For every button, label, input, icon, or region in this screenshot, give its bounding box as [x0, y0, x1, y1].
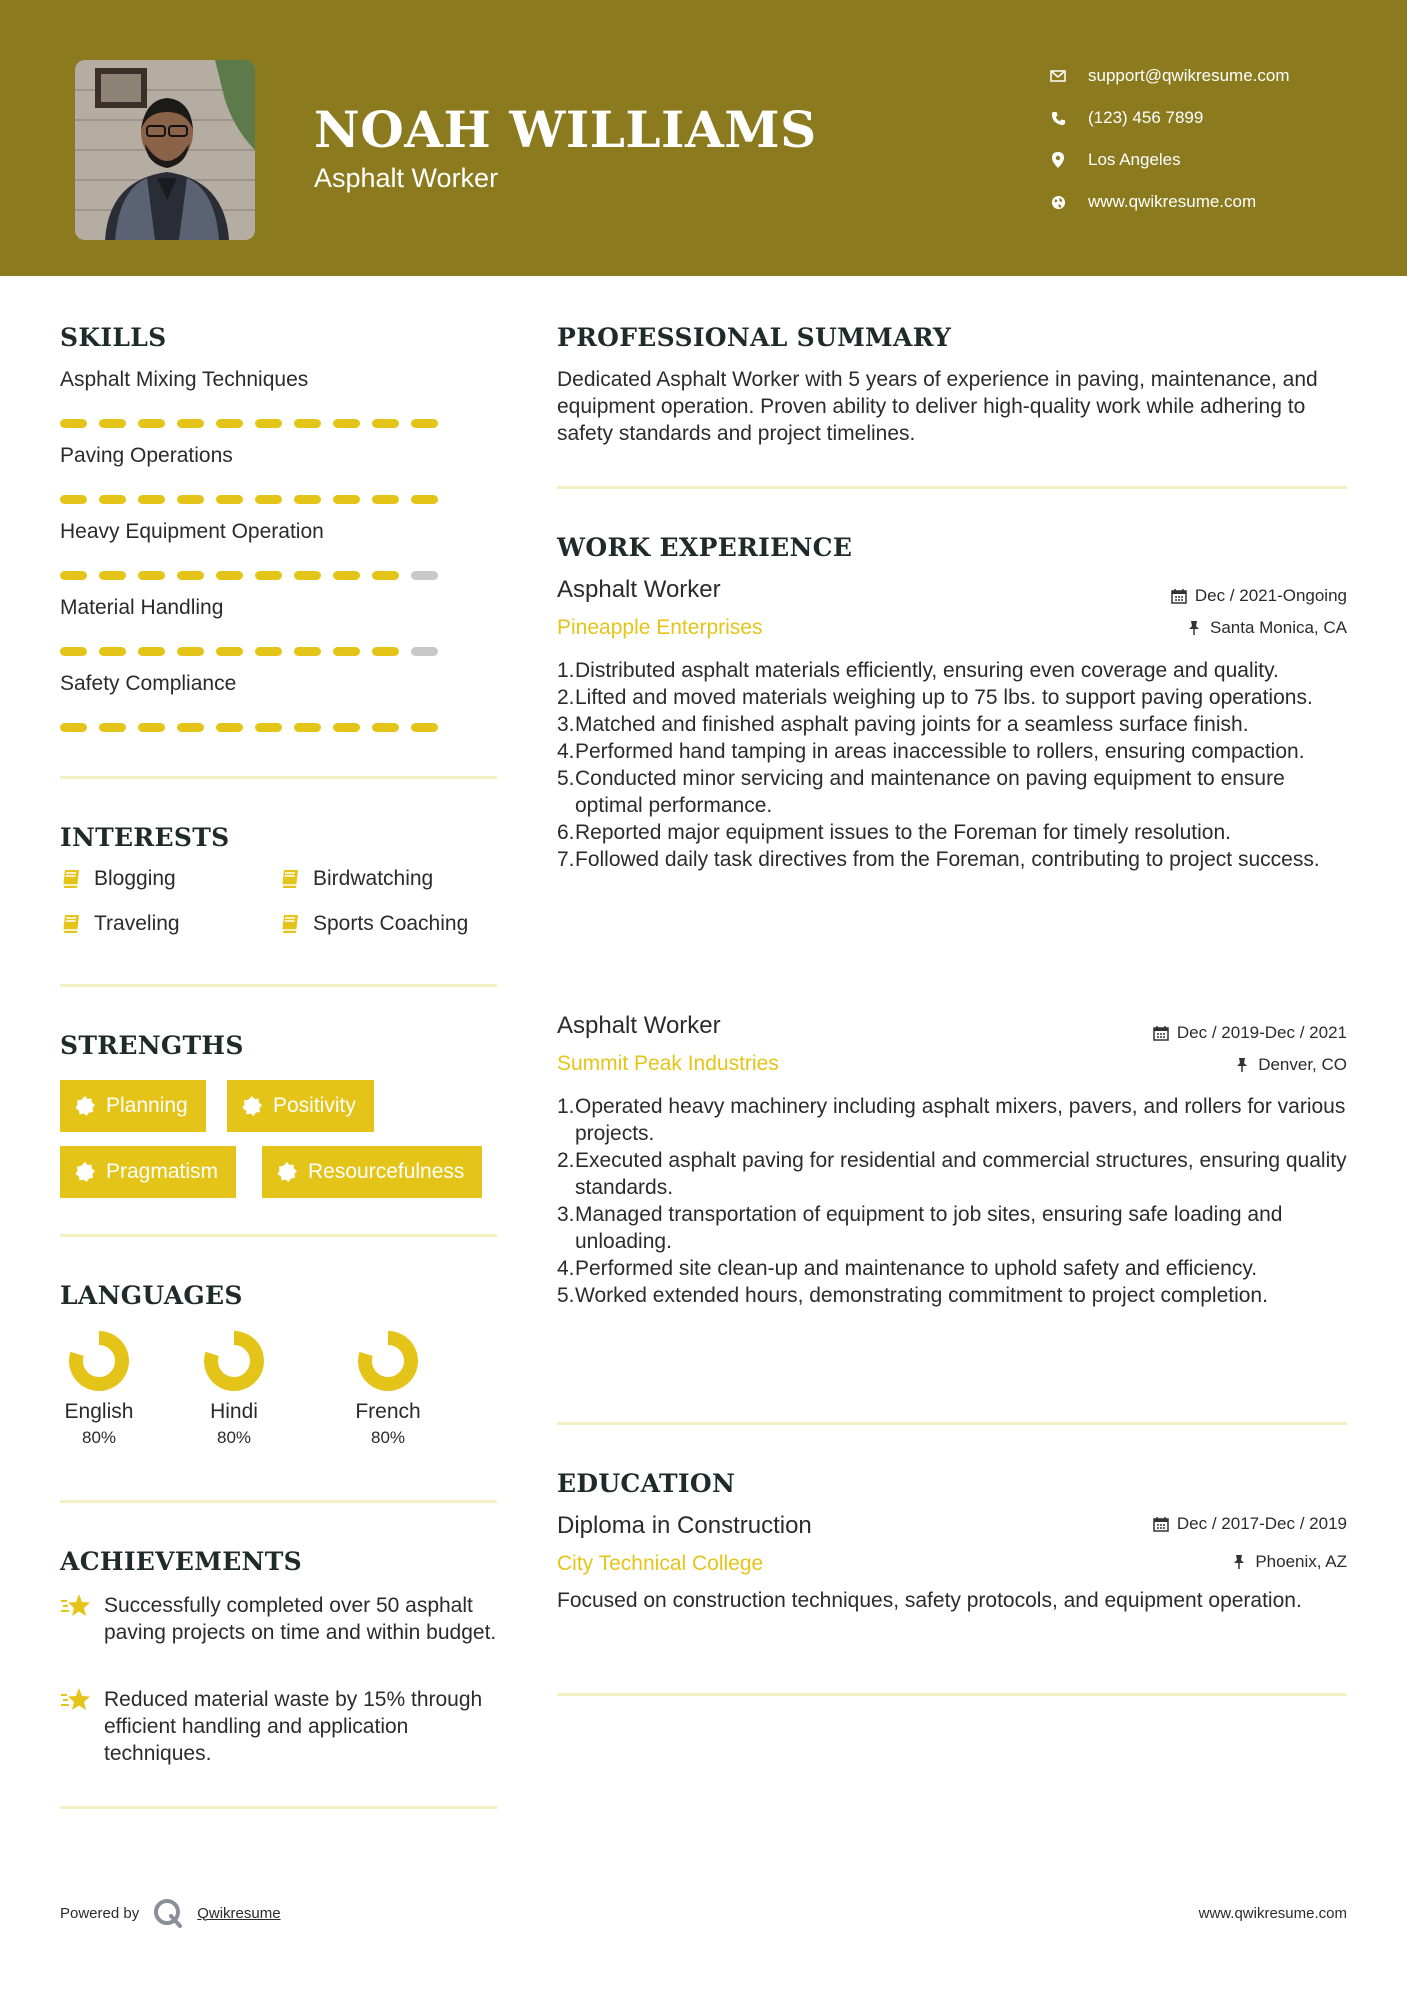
strength-label: Pragmatism — [106, 1160, 219, 1183]
job-date — [1153, 1023, 1347, 1043]
contact-location — [1048, 139, 1290, 181]
interest-label: Traveling — [94, 912, 180, 935]
skill-dot — [255, 723, 282, 732]
candidate-name: NOAH WILLIAMS — [314, 100, 817, 159]
strength-label: Resourcefulness — [308, 1160, 465, 1183]
pushpin-icon — [1234, 1057, 1250, 1073]
degree-title: Diploma in Construction — [557, 1512, 812, 1539]
job-bullet: 1. Operated heavy machinery including asphalt mixers, pavers, and rollers for various projects. — [557, 1095, 1346, 1145]
experience-heading: WORK EXPERIENCE — [557, 533, 853, 562]
footer-powered-by — [60, 1896, 281, 1930]
skill-dot — [177, 495, 204, 504]
qwikresume-link[interactable]: Qwikresume — [197, 1904, 281, 1922]
skill-dot — [255, 647, 282, 656]
phone-icon — [1048, 108, 1068, 128]
skill-dot — [60, 419, 87, 428]
job-bullet: 6. Reported major equipment issues to the Foreman for timely resolution. — [557, 821, 1231, 844]
achievement-item — [60, 1686, 500, 1767]
skill-dot — [333, 419, 360, 428]
education-location — [1231, 1552, 1347, 1572]
qwikresume-logo-icon — [151, 1896, 185, 1930]
job-bullet: 5. Conducted minor servicing and maintenance on paving equipment to ensure optimal performance. — [557, 767, 1285, 817]
job-location-text: Denver, CO — [1258, 1055, 1347, 1074]
interest-label: Blogging — [94, 867, 176, 890]
skill-dot — [177, 647, 204, 656]
skill-dot — [60, 571, 87, 580]
star-icon — [60, 1686, 92, 1714]
skill-dot — [411, 419, 438, 428]
skill-rating — [60, 647, 440, 656]
section-divider — [60, 776, 497, 779]
pushpin-icon — [1231, 1554, 1247, 1570]
contact-website[interactable] — [1048, 181, 1290, 223]
job-location — [1186, 618, 1347, 638]
language-percent: 80% — [370, 1428, 406, 1447]
job-bullet: 3. Matched and finished asphalt paving joints for a seamless surface finish. — [557, 713, 1249, 736]
job-date — [1171, 586, 1347, 606]
skill-dot — [99, 495, 126, 504]
section-divider — [557, 1693, 1347, 1696]
skill-name: Paving Operations — [60, 444, 233, 467]
languages-heading: LANGUAGES — [60, 1281, 243, 1310]
skill-dot — [294, 495, 321, 504]
skill-dot — [216, 495, 243, 504]
candidate-role: Asphalt Worker — [314, 163, 499, 193]
powered-by-text: Powered by — [60, 1904, 140, 1922]
job-title: Asphalt Worker — [557, 576, 721, 603]
badge-icon — [241, 1095, 263, 1117]
job-title: Asphalt Worker — [557, 1012, 721, 1039]
contact-list — [1048, 55, 1290, 223]
skill-item — [60, 672, 440, 732]
skill-dot — [372, 571, 399, 580]
skill-dot — [372, 723, 399, 732]
badge-icon — [74, 1095, 96, 1117]
calendar-icon — [1171, 588, 1187, 604]
skill-dot — [216, 571, 243, 580]
strength-tag — [227, 1080, 374, 1132]
strength-label: Positivity — [273, 1094, 356, 1117]
interest-item — [60, 912, 180, 936]
envelope-icon — [1048, 66, 1068, 86]
skill-dot — [177, 419, 204, 428]
skill-dot — [177, 571, 204, 580]
skill-dot — [294, 419, 321, 428]
skill-dot — [333, 647, 360, 656]
language-donut — [357, 1330, 419, 1392]
section-divider — [60, 1234, 497, 1237]
skill-dot — [99, 647, 126, 656]
pushpin-icon — [1186, 620, 1202, 636]
job-location-text: Santa Monica, CA — [1209, 618, 1347, 637]
skill-dot — [216, 419, 243, 428]
company-name: Pineapple Enterprises — [557, 616, 763, 639]
strength-tag — [60, 1080, 206, 1132]
skill-dot — [294, 571, 321, 580]
section-divider — [60, 1806, 497, 1809]
skill-rating — [60, 723, 440, 732]
section-divider — [557, 1422, 1347, 1425]
skill-dot — [177, 723, 204, 732]
summary-heading: PROFESSIONAL SUMMARY — [557, 323, 952, 352]
company-name: Summit Peak Industries — [557, 1052, 779, 1075]
badge-icon — [74, 1161, 96, 1183]
education-location-text: Phoenix, AZ — [1255, 1552, 1347, 1571]
map-pin-icon — [1048, 150, 1068, 170]
skill-dot — [411, 723, 438, 732]
skill-dot — [333, 571, 360, 580]
skill-name: Material Handling — [60, 596, 224, 619]
interest-item — [279, 912, 468, 936]
language-percent: 80% — [81, 1428, 117, 1447]
skill-dot — [294, 723, 321, 732]
skill-dot — [138, 571, 165, 580]
strengths-heading: STRENGTHS — [60, 1031, 244, 1060]
contact-email[interactable] — [1048, 55, 1290, 97]
interests-heading: INTERESTS — [60, 823, 230, 852]
book-icon — [60, 868, 82, 890]
job-bullet: 4. Performed hand tamping in areas inaccessible to rollers, ensuring compaction. — [557, 740, 1305, 763]
language-level-arc — [211, 1338, 257, 1384]
job-bullet: 3. Managed transportation of equipment to job sites, ensuring safe loading and unloading. — [557, 1203, 1283, 1253]
skill-item — [60, 596, 440, 656]
achievement-text: Reduced material waste by 15% through efficient handling and application techniques. — [104, 1688, 483, 1765]
language-percent: 80% — [216, 1428, 252, 1447]
footer-url[interactable]: www.qwikresume.com — [1198, 1905, 1347, 1922]
language-item — [39, 1330, 159, 1448]
skill-dot — [99, 723, 126, 732]
skill-dot — [333, 495, 360, 504]
skill-dot — [60, 723, 87, 732]
job-bullet: 4. Performed site clean-up and maintenance to uphold safety and efficiency. — [557, 1257, 1258, 1280]
education-date — [1153, 1514, 1347, 1534]
education-date-text: Dec / 2017-Dec / 2019 — [1176, 1514, 1347, 1533]
contact-phone[interactable] — [1048, 97, 1290, 139]
education-description: Focused on construction techniques, safety protocols, and equipment operation. — [557, 1589, 1302, 1612]
skill-dot — [333, 723, 360, 732]
job-date-text: Dec / 2019-Dec / 2021 — [1176, 1023, 1347, 1042]
skill-name: Safety Compliance — [60, 672, 237, 695]
strength-tag — [262, 1146, 482, 1198]
profile-photo — [75, 60, 255, 240]
job-date-text: Dec / 2021-Ongoing — [1194, 586, 1347, 605]
summary-text: Dedicated Asphalt Worker with 5 years of experience in paving, maintenance, and equipment operation. Proven ability to deliver high-quality work while adhering to safety standards and project timelines. — [557, 368, 1318, 445]
achievement-text: Successfully completed over 50 asphalt paving projects on time and within budget. — [104, 1594, 497, 1644]
book-icon — [279, 913, 301, 935]
language-item — [174, 1330, 294, 1448]
contact-location-text: Los Angeles — [1088, 150, 1181, 169]
achievements-heading: ACHIEVEMENTS — [60, 1547, 302, 1576]
skill-dot — [138, 495, 165, 504]
skill-rating — [60, 495, 440, 504]
skill-dot — [411, 647, 438, 656]
job-bullet: 2. Lifted and moved materials weighing up to 75 lbs. to support paving operations. — [557, 686, 1313, 709]
calendar-icon — [1153, 1516, 1169, 1532]
job-bullet: 2. Executed asphalt paving for residential and commercial structures, ensuring quality standards. — [557, 1149, 1347, 1199]
skill-dot — [372, 419, 399, 428]
job-bullets — [557, 657, 1347, 873]
skill-item — [60, 444, 440, 504]
job-bullet: 1. Distributed asphalt materials efficiently, ensuring even coverage and quality. — [557, 659, 1279, 682]
badge-icon — [276, 1161, 298, 1183]
language-name: English — [64, 1400, 134, 1423]
strength-label: Planning — [106, 1094, 188, 1117]
job-location — [1234, 1055, 1347, 1075]
skill-name: Heavy Equipment Operation — [60, 520, 324, 543]
skill-dot — [60, 647, 87, 656]
skill-name: Asphalt Mixing Techniques — [60, 368, 309, 391]
interest-item — [279, 867, 433, 891]
skill-dot — [99, 419, 126, 428]
language-level-arc — [76, 1338, 122, 1384]
section-divider — [557, 486, 1347, 489]
language-donut — [68, 1330, 130, 1392]
skill-dot — [216, 647, 243, 656]
skill-dot — [216, 723, 243, 732]
skill-dot — [255, 571, 282, 580]
skill-item — [60, 368, 440, 428]
job-bullet: 5. Worked extended hours, demonstrating commitment to project completion. — [557, 1284, 1268, 1307]
contact-phone-text: (123) 456 7899 — [1088, 108, 1204, 127]
skill-dot — [138, 723, 165, 732]
language-item — [328, 1330, 448, 1448]
language-name: Hindi — [210, 1400, 258, 1423]
skill-dot — [255, 495, 282, 504]
achievement-item — [60, 1592, 500, 1646]
skill-dot — [411, 495, 438, 504]
contact-email-text: support@qwikresume.com — [1088, 66, 1290, 85]
skill-dot — [138, 647, 165, 656]
globe-icon — [1048, 192, 1068, 212]
education-heading: EDUCATION — [557, 1469, 736, 1498]
skills-heading: SKILLS — [60, 323, 167, 352]
interest-item — [60, 867, 176, 891]
language-donut — [203, 1330, 265, 1392]
strength-tag — [60, 1146, 236, 1198]
contact-website-text: www.qwikresume.com — [1088, 192, 1257, 211]
skill-dot — [138, 419, 165, 428]
book-icon — [60, 913, 82, 935]
skill-dot — [294, 647, 321, 656]
header-banner — [0, 0, 1407, 276]
book-icon — [279, 868, 301, 890]
skill-dot — [372, 647, 399, 656]
calendar-icon — [1153, 1025, 1169, 1041]
interest-label: Birdwatching — [313, 867, 434, 890]
interest-label: Sports Coaching — [313, 912, 469, 935]
skill-dot — [411, 571, 438, 580]
skill-rating — [60, 419, 440, 428]
language-name: French — [355, 1400, 421, 1423]
skill-item — [60, 520, 440, 580]
skill-dot — [60, 495, 87, 504]
language-level-arc — [365, 1338, 411, 1384]
skill-dot — [372, 495, 399, 504]
skill-rating — [60, 571, 440, 580]
job-bullets — [557, 1093, 1347, 1309]
school-name: City Technical College — [557, 1552, 764, 1575]
skill-dot — [255, 419, 282, 428]
section-divider — [60, 1500, 497, 1503]
job-bullet: 7. Followed daily task directives from the Foreman, contributing to project success. — [557, 848, 1320, 871]
star-icon — [60, 1592, 92, 1620]
skill-dot — [99, 571, 126, 580]
section-divider — [60, 984, 497, 987]
